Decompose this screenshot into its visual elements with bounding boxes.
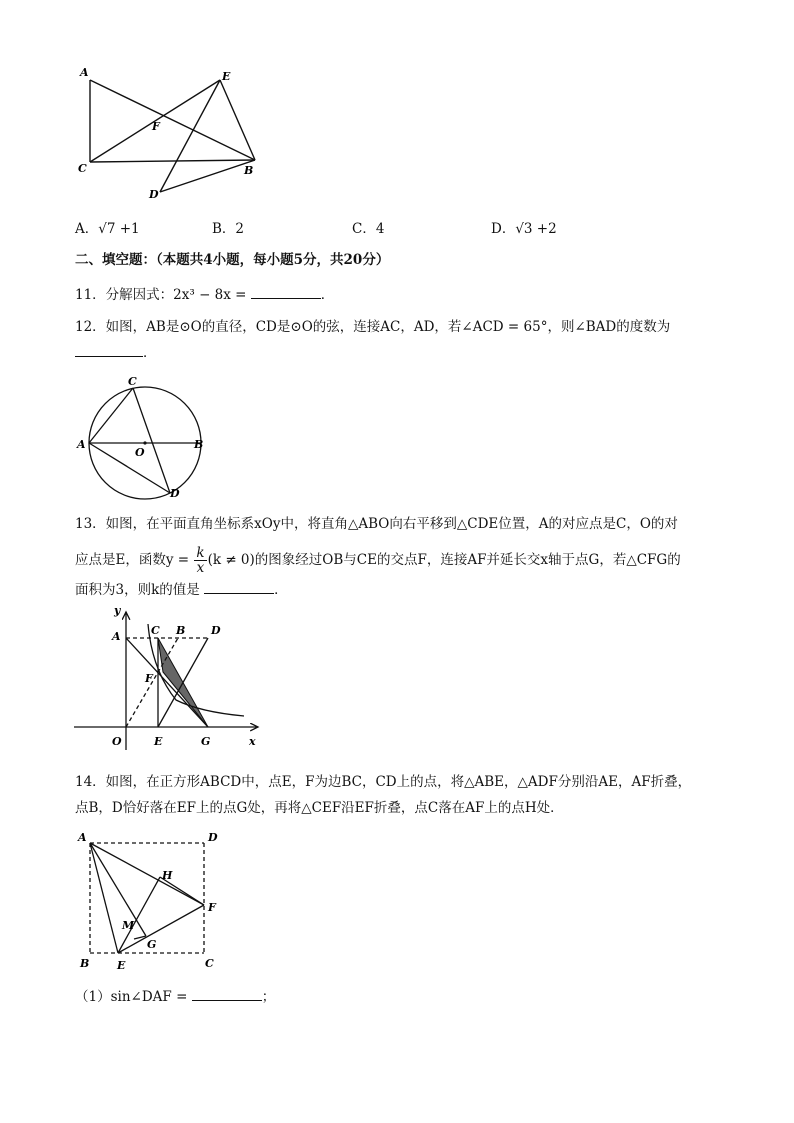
figure-q10 bbox=[0, 0, 794, 220]
fig10-label-a: A bbox=[80, 66, 89, 79]
q13-fraction-num: k bbox=[196, 545, 205, 561]
fig12-label-d: D bbox=[170, 487, 180, 500]
fig13-label-x: x bbox=[249, 735, 256, 748]
q11 bbox=[75, 286, 334, 304]
figure-q13 bbox=[0, 600, 794, 760]
fig14-label-a: A bbox=[78, 831, 87, 844]
q13-line3-text: 面积为3，则k的值是 bbox=[75, 582, 200, 598]
q13-line2-pre: 应点是E，函数y = bbox=[75, 552, 190, 568]
q12-end: ． bbox=[143, 345, 157, 361]
fig14-label-e: E bbox=[117, 959, 126, 972]
figure-q12 bbox=[0, 370, 794, 510]
fig14-label-h: H bbox=[162, 869, 173, 882]
fig13-label-g: G bbox=[201, 735, 211, 748]
q12-answer-blank[interactable] bbox=[75, 344, 143, 357]
q11-text: 11．分解因式：2x³ − 8x = bbox=[75, 287, 247, 303]
fig13-label-b: B bbox=[176, 624, 186, 637]
fig14-label-f: F bbox=[208, 901, 216, 914]
q14-sub1 bbox=[75, 988, 275, 1006]
fig13-label-o: O bbox=[112, 735, 122, 748]
fig14-label-b: B bbox=[80, 957, 90, 970]
q10-option-d: D．√3 +2 bbox=[491, 221, 557, 237]
q13-line2-post: (k ≠ 0)的图象经过OB与CE的交点F，连接AF并延长交x轴于点G，若△CFG的 bbox=[207, 552, 681, 568]
q14-sub1-answer-blank[interactable] bbox=[192, 988, 262, 1001]
fig14-label-d: D bbox=[208, 831, 218, 844]
fig12-label-c: C bbox=[128, 375, 137, 388]
fig13-label-f: F bbox=[145, 672, 153, 685]
q13-line1: 13．如图，在平面直角坐标系xOy中，将直角△ABO向右平移到△CDE位置，A的对应点是C，O的对 bbox=[75, 516, 678, 532]
q13-line2 bbox=[75, 546, 681, 575]
section2-title: 二、填空题：（本题共4小题，每小题5分，共20分） bbox=[75, 252, 390, 268]
q10-option-b: B．2 bbox=[212, 221, 245, 237]
fig12-label-a: A bbox=[77, 438, 86, 451]
fig12-label-o: O bbox=[135, 446, 145, 459]
fig14-label-m: M bbox=[122, 919, 135, 932]
figure-q14 bbox=[0, 825, 794, 975]
fig13-label-c: C bbox=[151, 624, 160, 637]
fig14-label-c: C bbox=[205, 957, 214, 970]
q11-end: ． bbox=[320, 287, 335, 303]
q14-line2: 点B，D恰好落在EF上的点G处，再将△CEF沿EF折叠，点C落在AF上的点H处． bbox=[75, 800, 564, 816]
fig13-label-d: D bbox=[211, 624, 221, 637]
fig10-label-e: E bbox=[222, 70, 231, 83]
fig10-label-c: C bbox=[78, 162, 87, 175]
q13-fraction-den: x bbox=[196, 560, 205, 576]
fig13-label-e: E bbox=[154, 735, 163, 748]
fig14-label-g: G bbox=[147, 938, 157, 951]
fig13-label-y: y bbox=[114, 604, 121, 617]
q14-sub1-end: ； bbox=[261, 989, 276, 1005]
q12-line1: 12．如图，AB是⊙O的直径，CD是⊙O的弦，连接AC，AD，若∠ACD = 65°，则∠BAD的度数为 bbox=[75, 319, 671, 335]
fig10-label-f: F bbox=[152, 120, 160, 133]
fig12-label-b: B bbox=[194, 438, 204, 451]
q10-option-a: A．√7 +1 bbox=[75, 221, 140, 237]
q10-option-c: C．4 bbox=[352, 221, 385, 237]
q12-line2 bbox=[75, 344, 157, 362]
fig10-label-d: D bbox=[149, 188, 159, 201]
q14-sub1-text: （1）sin∠DAF = bbox=[75, 989, 188, 1005]
q14-line1: 14．如图，在正方形ABCD中，点E，F为边BC，CD上的点，将△ABE，△ADF分别沿AE，AF折叠， bbox=[75, 774, 692, 790]
fig10-label-b: B bbox=[244, 164, 254, 177]
q13-answer-blank[interactable] bbox=[204, 581, 274, 594]
q11-answer-blank[interactable] bbox=[251, 286, 321, 299]
q13-end: ． bbox=[274, 582, 288, 598]
fig13-label-a: A bbox=[112, 630, 121, 643]
q13-line3 bbox=[75, 581, 288, 599]
q13-fraction bbox=[194, 546, 206, 575]
